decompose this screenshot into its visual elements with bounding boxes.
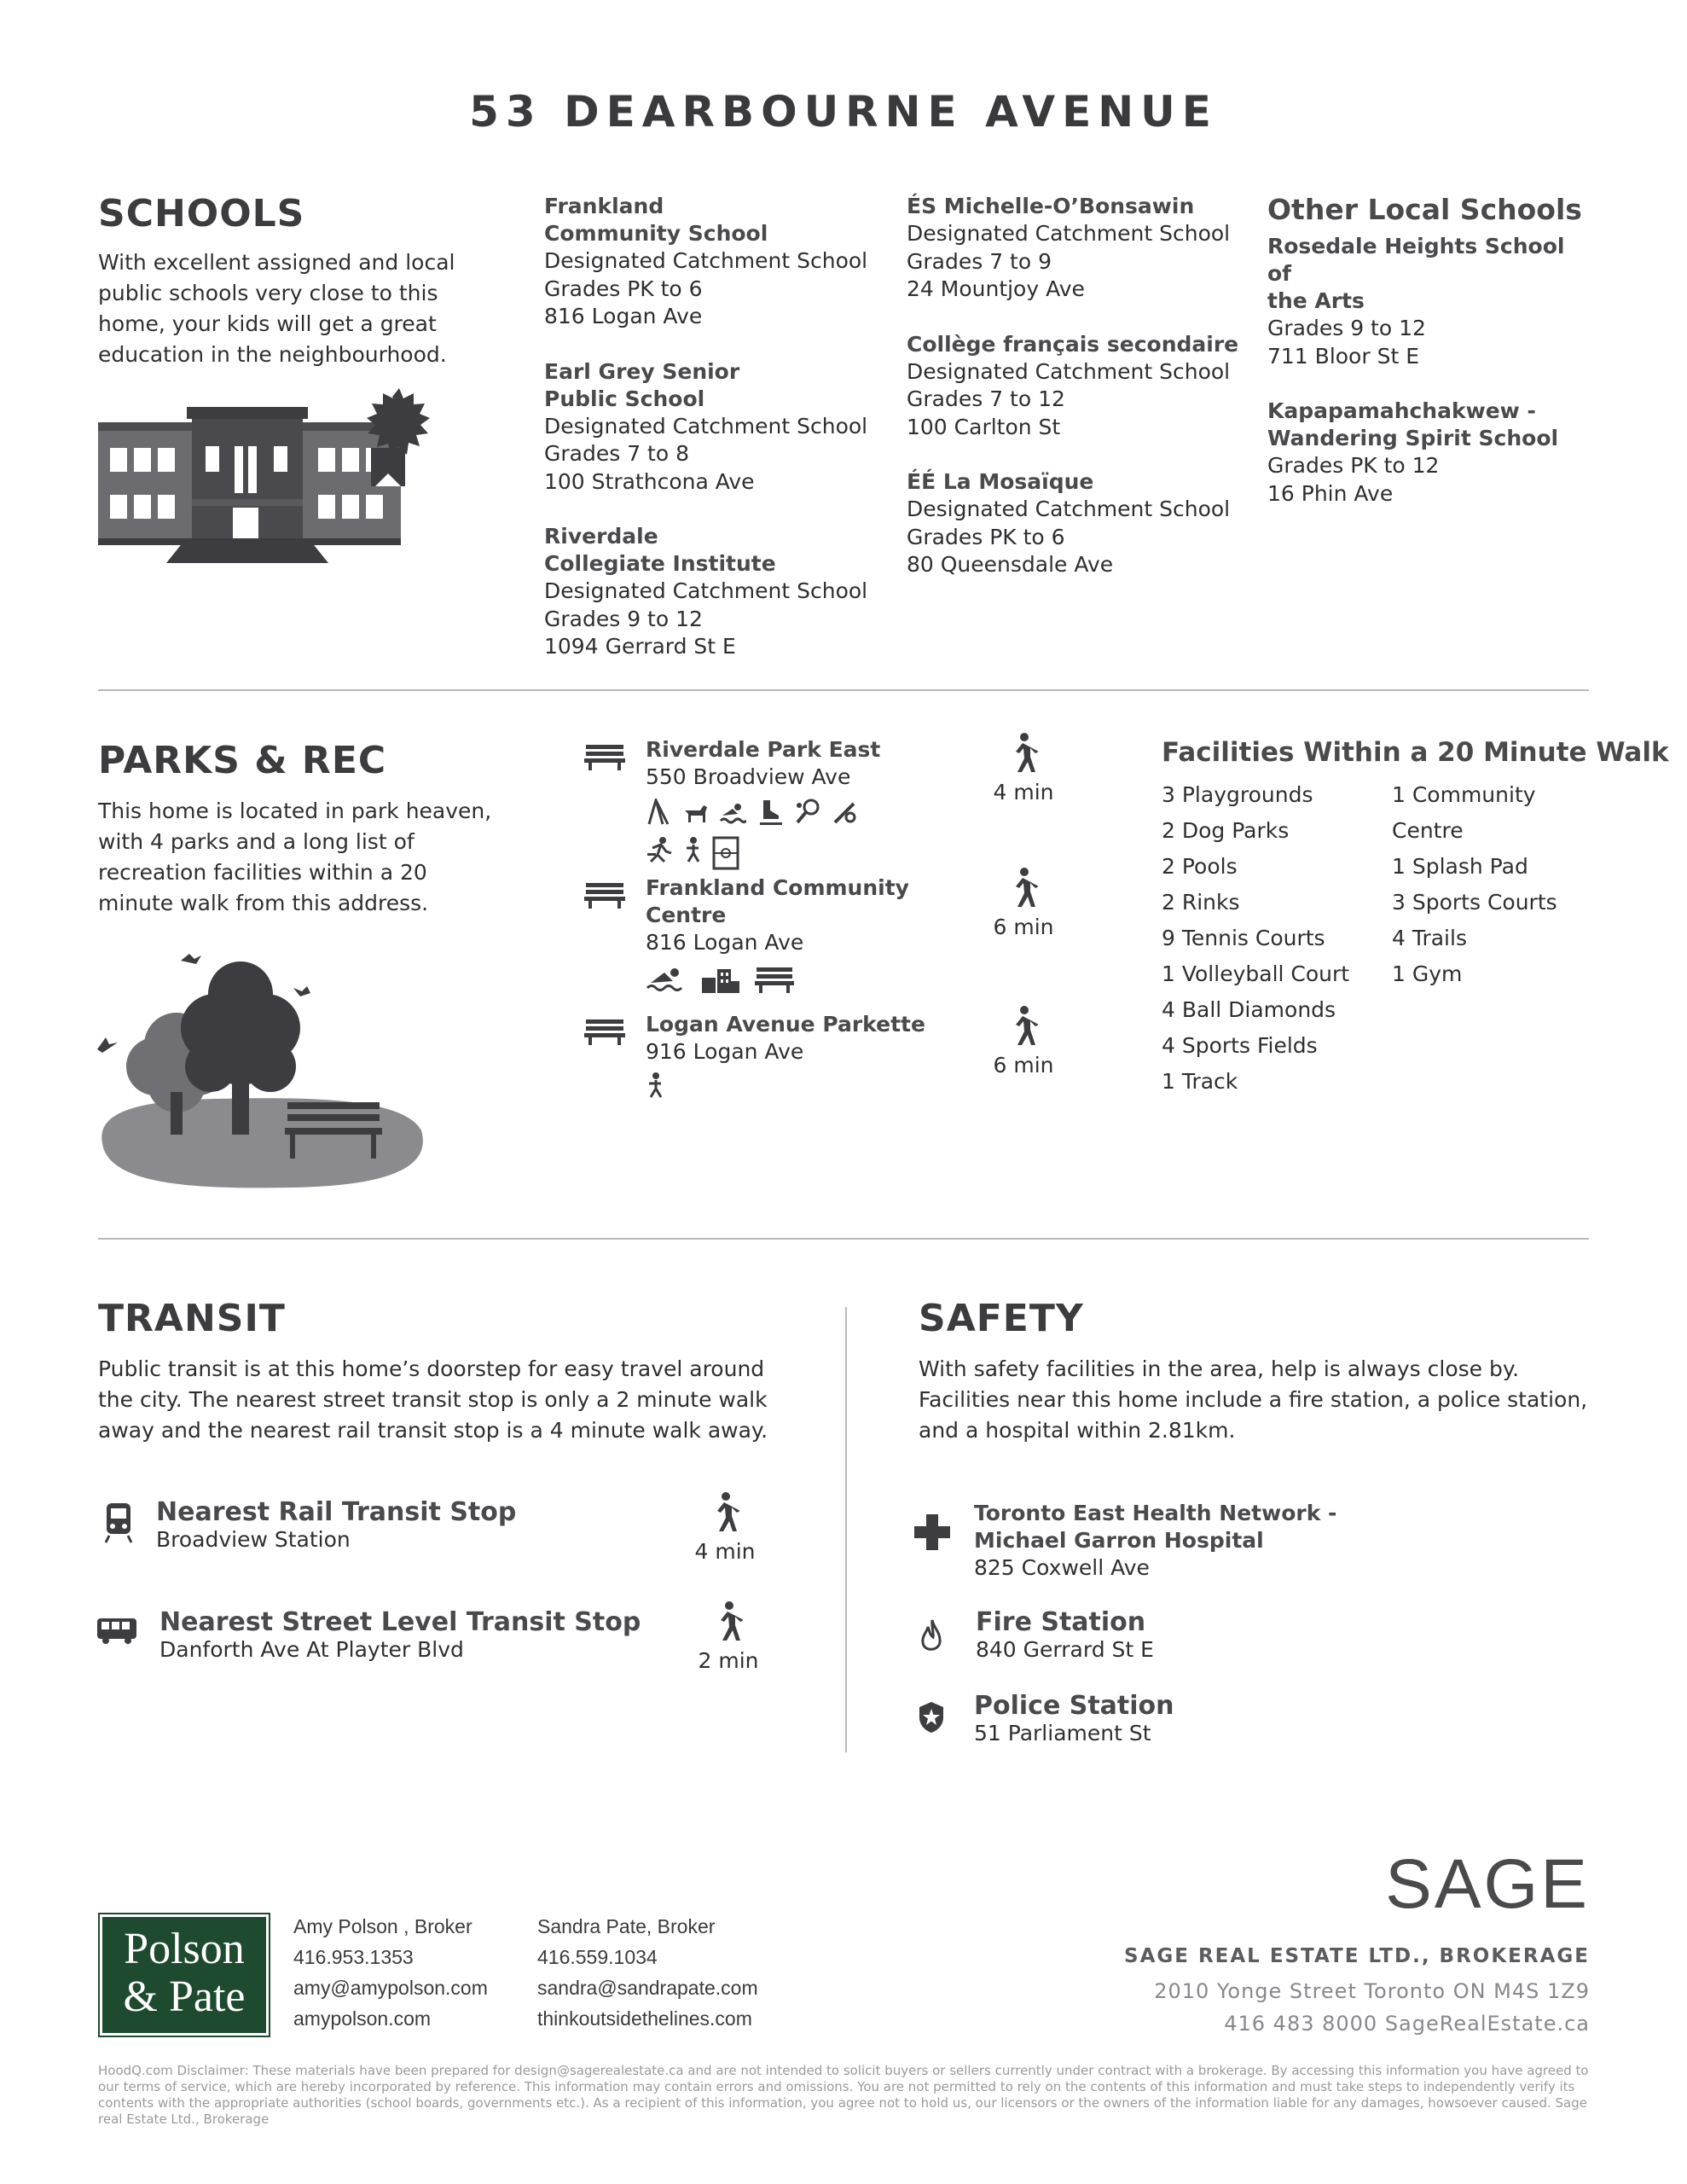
- school-entry: [544, 523, 894, 661]
- school-address: 100 Carlton St: [907, 414, 1061, 439]
- facility-item: 1 Volleyball Court: [1162, 961, 1350, 986]
- park-list: [584, 736, 925, 1105]
- school-name: Collegiate Institute: [544, 551, 776, 576]
- facility-item: 2 Pools: [1162, 854, 1238, 879]
- park-name: Riverdale Park East: [646, 737, 881, 762]
- agent-website[interactable]: amypolson.com: [293, 2007, 432, 2030]
- agent-1: [293, 1911, 488, 2034]
- school-entry: [1267, 398, 1591, 508]
- facility-item: 1 Gym: [1392, 961, 1463, 986]
- school-type: Designated Catchment School: [544, 413, 868, 439]
- school-address: 816 Logan Ave: [544, 304, 703, 328]
- police-entry: [974, 1691, 1174, 1745]
- skate-icon: [757, 799, 784, 826]
- walk-time: [682, 1491, 768, 1564]
- sports-icon: [683, 836, 702, 863]
- school-name: ÉS Michelle-O’Bonsawin: [907, 194, 1195, 218]
- park-name: Centre: [646, 903, 727, 927]
- school-name: Rosedale Heights School of: [1267, 234, 1565, 286]
- school-name: Frankland: [544, 194, 664, 218]
- facility-item: 3 Playgrounds: [1162, 782, 1313, 807]
- school-name: Earl Grey Senior: [544, 358, 740, 384]
- facility-item: Centre: [1392, 818, 1464, 843]
- sage-logo: SAGE: [1385, 1845, 1590, 1923]
- park-address: 816 Logan Ave: [646, 930, 804, 955]
- page-title: 53 DEARBOURNE AVENUE: [469, 87, 1218, 136]
- disclaimer: HoodQ.com Disclaimer: These materials have been prepared for design@sagerealestate.ca and are not intended to solicit buyers or sellers currently under contract with a brokerage. By accessing this information you have agreed to our terms of service, which are hereby incorporated by reference. This information may contain errors and omissions. You are not permitted to rely on the contents of this information and must take steps to independently verify its contents with the appropriate authorities (school boards, governments etc.). As a recipient of this information, you agree not to hold us, our licensors or the owners of the information liable for any damages, howsoever caused. Sage real Estate Ltd., Brokerage: [98, 2063, 1589, 2127]
- school-entry: [907, 193, 1256, 304]
- school-type: Designated Catchment School: [907, 221, 1231, 246]
- school-grades: Grades 7 to 9: [907, 248, 1052, 274]
- street-transit: [159, 1607, 641, 1662]
- school-type: Designated Catchment School: [907, 497, 1231, 521]
- park-address: 916 Logan Ave: [646, 1039, 804, 1064]
- walking-person-icon: [1009, 732, 1038, 775]
- agent-name: Sandra Pate, Broker: [537, 1915, 716, 1937]
- facility-item: 1 Community: [1392, 782, 1536, 807]
- park-amenities: [646, 799, 893, 870]
- park-entry: [584, 874, 925, 1011]
- agent-2: [537, 1911, 758, 2034]
- walk-time-label: 6 min: [993, 1053, 1054, 1077]
- transit-heading: TRANSIT: [98, 1297, 286, 1340]
- park-name: Frankland Community: [646, 875, 909, 900]
- hospital-name: Toronto East Health Network -: [974, 1501, 1337, 1525]
- school-building-icon: [98, 388, 439, 563]
- baseball-icon: [832, 799, 859, 826]
- facility-item: 9 Tennis Courts: [1162, 926, 1325, 950]
- brokerage-address: 2010 Yonge Street Toronto ON M4S 1Z9: [1154, 1979, 1590, 2003]
- walking-person-icon: [1009, 867, 1038, 909]
- logo-text: & Pate: [123, 1972, 246, 2021]
- park-entry: [584, 736, 925, 874]
- agent-email[interactable]: amy@amypolson.com: [293, 1977, 488, 1999]
- school-grades: Grades 7 to 8: [544, 441, 689, 466]
- fire-entry: [976, 1607, 1154, 1662]
- facility-item: 1 Track: [1162, 1069, 1238, 1094]
- fire-station-name: Fire Station: [976, 1607, 1146, 1637]
- bus-icon: [96, 1617, 138, 1646]
- walk-time-label: 2 min: [698, 1648, 759, 1673]
- facility-item: 4 Ball Diamonds: [1162, 997, 1336, 1022]
- school-address: 16 Phin Ave: [1267, 480, 1394, 506]
- facilities-heading: Facilities Within a 20 Minute Walk: [1162, 737, 1669, 768]
- school-name: Public School: [544, 386, 705, 411]
- agent-phone: 416.559.1034: [537, 1946, 658, 1968]
- walk-time: [686, 1600, 771, 1673]
- fire-station-address: 840 Gerrard St E: [976, 1637, 1154, 1662]
- hospital-address: 825 Coxwell Ave: [974, 1555, 1150, 1580]
- facilities-col-1: [1162, 777, 1349, 1100]
- park-name: Logan Avenue Parkette: [646, 1012, 925, 1037]
- agent-email[interactable]: sandra@sandrapate.com: [537, 1977, 758, 1999]
- hospital-cross-icon: [914, 1514, 950, 1550]
- divider: [98, 689, 1589, 691]
- safety-heading: SAFETY: [919, 1297, 1084, 1340]
- school-grades: Grades 7 to 12: [907, 386, 1065, 411]
- school-entry: [907, 331, 1256, 442]
- sports-field-icon: [712, 836, 739, 870]
- facility-item: 4 Sports Fields: [1162, 1033, 1318, 1058]
- walk-time: [981, 867, 1066, 939]
- transit-intro: Public transit is at this home’s doorstep for easy travel around the city. The nearest street transit stop is only a 2 minute walk away and the nearest rail transit stop is a 4 minute walk away.: [98, 1356, 768, 1443]
- brokerage-name: SAGE REAL ESTATE LTD., BROKERAGE: [1124, 1945, 1590, 1967]
- schools-heading: SCHOOLS: [98, 192, 305, 235]
- tennis-icon: [794, 799, 821, 826]
- dog-icon: [681, 799, 709, 826]
- police-badge-icon: [918, 1700, 945, 1734]
- police-station-name: Police Station: [974, 1691, 1174, 1721]
- walk-time-label: 4 min: [993, 780, 1054, 804]
- school-grades: Grades PK to 6: [907, 524, 1065, 549]
- school-address: 100 Strathcona Ave: [544, 468, 755, 494]
- school-address: 80 Queensdale Ave: [907, 552, 1114, 577]
- police-station-address: 51 Parliament St: [974, 1721, 1151, 1745]
- school-entry: [544, 358, 894, 497]
- park-amenities: [646, 966, 909, 993]
- street-transit-label: Nearest Street Level Transit Stop: [159, 1607, 641, 1637]
- agent-name: Amy Polson , Broker: [293, 1915, 472, 1937]
- facility-item: 3 Sports Courts: [1392, 890, 1557, 915]
- facility-item: 1 Splash Pad: [1392, 854, 1528, 879]
- sports-icon: [646, 1072, 664, 1099]
- school-type: Designated Catchment School: [907, 358, 1231, 384]
- school-type: Designated Catchment School: [544, 248, 868, 273]
- school-address: 1094 Gerrard St E: [544, 634, 736, 659]
- bench-icon: [584, 1018, 625, 1045]
- walking-person-icon: [714, 1600, 743, 1643]
- parks-heading: PARKS & REC: [98, 739, 387, 782]
- bench-icon: [584, 743, 625, 770]
- other-schools-heading: Other Local Schools: [1267, 193, 1582, 226]
- rail-transit: [156, 1497, 516, 1552]
- facility-item: 4 Trails: [1392, 926, 1467, 950]
- other-schools: [1267, 193, 1591, 535]
- school-name: Community School: [544, 221, 768, 246]
- agent-phone: 416.953.1353: [293, 1946, 414, 1968]
- walk-time-label: 4 min: [694, 1539, 756, 1564]
- walk-time-label: 6 min: [993, 915, 1054, 939]
- walk-time: [981, 1005, 1066, 1077]
- school-entry: [1267, 233, 1591, 370]
- agent-website[interactable]: thinkoutsidethelines.com: [537, 2007, 752, 2030]
- walk-time: [981, 732, 1066, 804]
- parks-intro: This home is located in park heaven, with 4 parks and a long list of recreation facilities within a 20 minute walk from this address.: [98, 799, 492, 915]
- park-entry: [584, 1011, 925, 1105]
- facility-item: 2 Dog Parks: [1162, 818, 1290, 843]
- school-grades: Grades 9 to 12: [1267, 316, 1426, 340]
- street-transit-stop: Danforth Ave At Playter Blvd: [159, 1637, 464, 1662]
- schools-intro: With excellent assigned and local public schools very close to this home, your kids will get a great education in the neighbourhood.: [98, 250, 455, 367]
- bench-icon: [755, 966, 794, 993]
- train-icon: [104, 1502, 133, 1544]
- park-address: 550 Broadview Ave: [646, 764, 851, 789]
- school-grades: Grades PK to 12: [1267, 453, 1440, 478]
- swimming-icon: [646, 966, 685, 993]
- walking-person-icon: [1009, 1005, 1038, 1048]
- swimming-icon: [719, 799, 746, 826]
- rail-transit-label: Nearest Rail Transit Stop: [156, 1497, 517, 1527]
- school-grades: Grades PK to 6: [544, 276, 703, 301]
- fire-icon: [920, 1618, 942, 1654]
- rail-transit-stop: Broadview Station: [156, 1527, 351, 1552]
- logo-text: Polson: [124, 1925, 245, 1973]
- track-icon: [646, 836, 673, 863]
- school-name: Collège français secondaire: [907, 331, 1239, 357]
- school-name: Riverdale: [544, 524, 658, 549]
- safety-intro: With safety facilities in the area, help is always close by. Facilities near this home include a fire station, a police station, and a hospital within 2.81km.: [919, 1356, 1588, 1443]
- school-address: 711 Bloor St E: [1267, 343, 1419, 369]
- school-entry: [544, 193, 894, 331]
- divider: [98, 1238, 1589, 1240]
- playground-icon: [646, 799, 671, 826]
- schools-column-2: [907, 193, 1256, 607]
- facility-item: 2 Rinks: [1162, 890, 1240, 915]
- brokerage-contact: 416 483 8000 SageRealEstate.ca: [1224, 2012, 1590, 2036]
- school-name: Wandering Spirit School: [1267, 426, 1559, 450]
- school-name: Kapapamahchakwew -: [1267, 398, 1536, 423]
- facilities-col-2: [1392, 777, 1557, 992]
- school-grades: Grades 9 to 12: [544, 606, 703, 631]
- community-centre-icon: [700, 966, 739, 993]
- hospital-name: Michael Garron Hospital: [974, 1528, 1264, 1553]
- vertical-divider: [845, 1307, 847, 1752]
- school-name: the Arts: [1267, 288, 1365, 313]
- school-name: ÉÉ La Mosaïque: [907, 469, 1094, 494]
- hospital-entry: [974, 1500, 1336, 1583]
- polson-pate-logo: [100, 1914, 269, 2036]
- schools-column-1: [544, 193, 894, 688]
- walking-person-icon: [710, 1491, 739, 1534]
- bench-icon: [584, 881, 625, 909]
- park-illustration-icon: [96, 947, 428, 1194]
- school-type: Designated Catchment School: [544, 578, 868, 603]
- school-address: 24 Mountjoy Ave: [907, 276, 1085, 301]
- school-entry: [907, 468, 1256, 579]
